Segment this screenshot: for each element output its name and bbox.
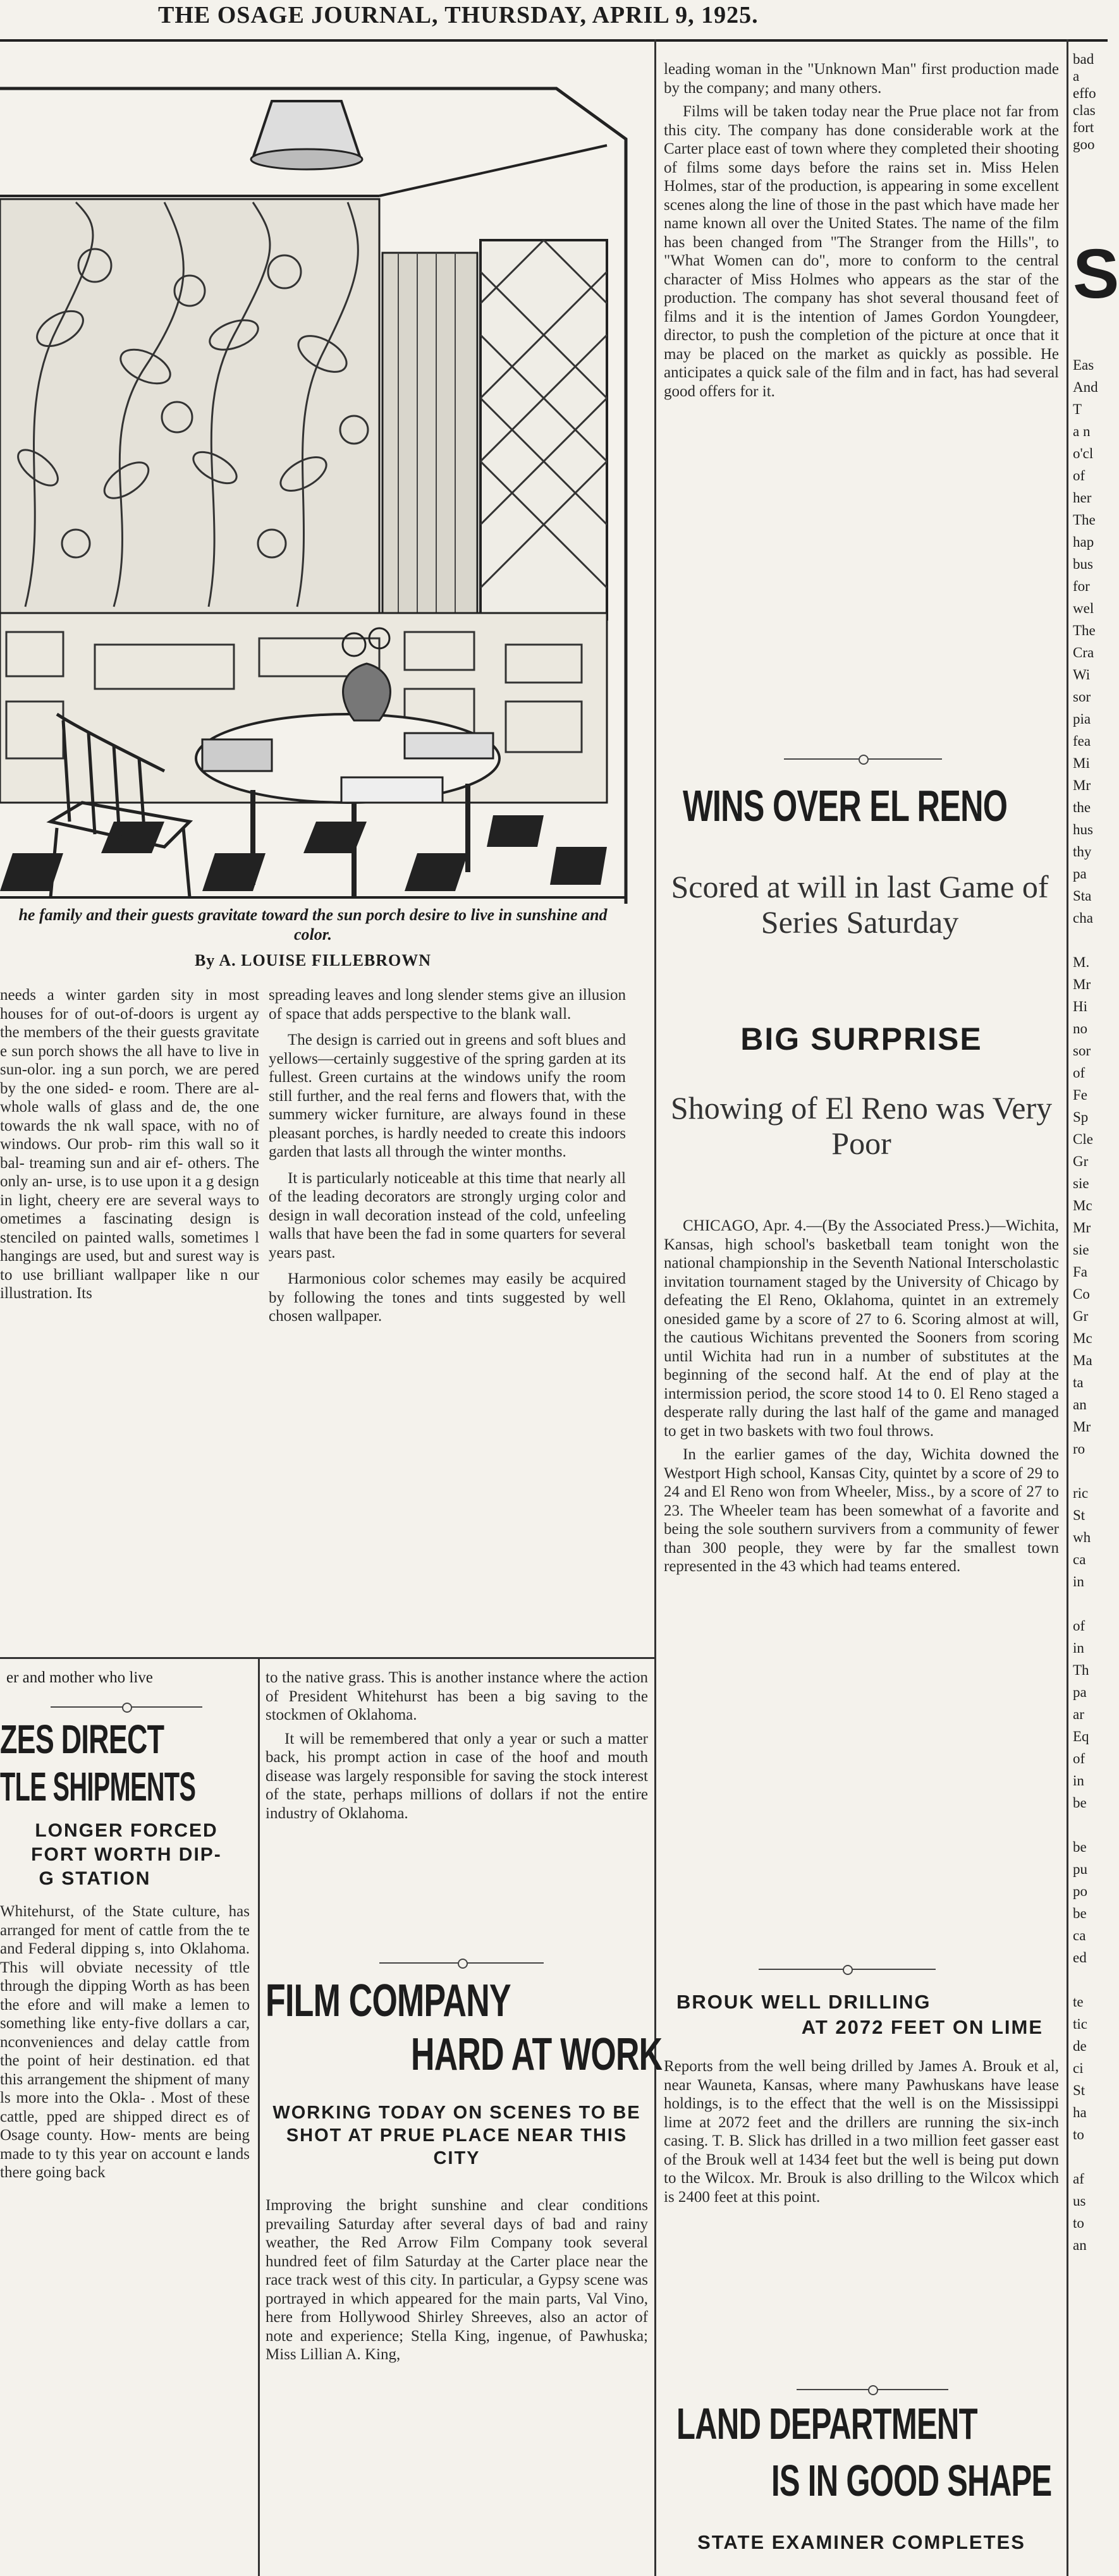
right-edge-line: in [1073,1773,1084,1789]
right-edge-line: M. [1073,954,1090,970]
cattle-body: Whitehurst, of the State culture, has arranged for ment of cattle from the te and Federal dipping s, into Oklahoma. This will obviate necessity of ttle through the dipping Worth as has been the efore and will make a lemen to something like enty-five dollars a car, nconveniences and delay cattle from the point of heir destination. ed that this arrangement the shipment of many ls more into the Okla- . Most of these cattle, pped are shipped direct es of Osage county. How- ments are being made to ty this year on account e lands there going back [0,1903,250,2181]
right-edge-line: of [1073,468,1085,483]
right-edge-line: wh [1073,1529,1091,1545]
right-edge-line: fort [1073,119,1094,135]
right-edge-line: Gr [1073,1153,1089,1169]
right-main-column [664,60,1059,2576]
brouk-body: Reports from the well being drilled by James A. Brouk et al, near Wauneta, Kansas, where many Pawhuskans have lease holdings, is to the effect that the well is on the Mississippi lime at 2072 feet and the drillers are running the six-inch casing. T. B. Slick has drilled in a two million feet gasser east of the Brouk well at 1434 feet but the well is being put down to the Wilcox. Mr. Brouk is also drilling to the Wilcox which is 2400 feet at this point. [664,2058,1059,2206]
sun-porch-col2-p4: Harmonious color schemes may easily be acquired by following the tones and tints suggested by well chosen wallpaper. [269,1270,626,1325]
right-edge-line: a n [1073,423,1091,439]
right-edge-line: be [1073,1839,1087,1855]
right-edge-line: Mc [1073,1198,1092,1213]
right-edge-line: Mr [1073,1220,1091,1236]
land-subhead: STATE EXAMINER COMPLETES [697,2531,1025,2553]
right-edge-line: Sp [1073,1109,1089,1125]
right-edge-line: St [1073,1507,1085,1523]
right-edge-line: hap [1073,534,1094,550]
sun-porch-col2-p3: It is particularly noticeable at this time that nearly all of the leading decorators are strongly urging color and design in wall decoration instead of the cold, unfeeling walls that have been the fad in some quarters for several years past. [269,1169,626,1261]
right-edge-line [1073,929,1098,951]
right-edge-line: of [1073,1751,1085,1766]
right-edge-line: ed [1073,1950,1087,1965]
right-edge-line: clas [1073,102,1096,118]
right-edge-line: sie [1073,1176,1089,1191]
right-edge-line: tic [1073,2016,1087,2032]
right-edge-line: Gr [1073,1308,1089,1324]
right-edge-line: bad [1073,51,1094,67]
right-edge-line: Th [1073,1662,1089,1678]
right-edge-line: for [1073,578,1090,594]
right-edge-top-lines [1073,51,1096,153]
right-edge-line: wel [1073,600,1094,616]
right-edge-line: be [1073,1905,1087,1921]
film-body: Improving the bright sunshine and clear conditions prevailing Saturday after several days of bad and rainy weather, the Red Arrow Film Company took several hundred feet of film Saturday at the Carter place near the race track west of this city. In particular, a Gypsy scene was portrayed in which appeared for the main parts, Val Vino, here from Hollywood Shirley Shreeves, also an actor of note and experience; Stella King, ingenue, of Pawhuska; Miss Lillian A. King, [266,2197,648,2363]
whitehurst-continuation [266,1668,648,1823]
right-edge-line: in [1073,1574,1084,1589]
film-cont-p2: Films will be taken today near the Prue place not far from this city. The company has done considerable work at the Carter place east of town where they completed their shooting of films some days before the rains set in. Miss Helen Holmes, star of the production, is appearing in some excellent scenes along the line of those in the past which have made her name known all over the United States. The name of the film has been changed from "The Stranger from the Hills", to "What Women can do", more to conform to the central character of Miss Holmes who appears as the star of the production. The company has shot several thousand feet of films and it is the intention of James Gordon Youngdeer, director, to push the completion of the picture at once that it may be placed on the market as quickly as possible. He anticipates a quick sale of the film and in fact, has had several good offers for it. [664,103,1059,400]
right-edge-line: pa [1073,1684,1087,1700]
right-edge-line: o'cl [1073,446,1094,461]
right-edge-line: The [1073,512,1096,528]
right-edge-line: of [1073,1618,1085,1634]
right-edge-big-letter: S [1073,235,1119,313]
film-headline-line1: FILM COMPANY [266,1976,511,2026]
right-edge-line: Sta [1073,888,1092,904]
column-rule-2 [1067,39,1068,2576]
right-edge-line: The [1073,623,1096,638]
cattle-subhead-line3: G STATION [39,1868,151,1889]
right-edge-line: to [1073,2127,1084,2142]
cattle-headline-line2: TLE SHIPMENTS [0,1764,196,1809]
right-edge-line: Mr [1073,777,1091,793]
cattle-lead-fragment: er and mother who live [6,1669,153,1686]
right-edge-line: Mr [1073,1419,1091,1435]
right-edge-line: Ma [1073,1352,1092,1368]
el-reno-divider-dot [859,755,869,765]
right-edge-line: ric [1073,1485,1089,1501]
el-reno-subhead: BIG SURPRISE [740,1021,982,1057]
masthead [0,0,1108,42]
right-edge-mid-lines [1073,354,1098,2256]
right-edge-line [1073,2146,1098,2168]
right-edge-line: Eas [1073,357,1094,373]
right-edge-line: po [1073,1883,1087,1899]
illustration-caption: he family and their guests gravitate toward the sun porch desire to live in sunshine and color. [18,906,608,944]
right-edge-line: fea [1073,733,1091,749]
right-edge-line: pa [1073,866,1087,882]
right-edge-line [1073,1593,1098,1615]
right-edge-line: Mi [1073,755,1090,771]
cattle-article [0,1668,253,2576]
right-edge-line: an [1073,1397,1087,1413]
land-divider-dot [868,2385,878,2395]
cattle-divider-dot [122,1703,132,1713]
right-edge-line: Mc [1073,1330,1092,1346]
right-edge-line: ca [1073,1928,1086,1943]
el-reno-headline: WINS OVER EL RENO [683,781,1008,830]
right-edge-line: us [1073,2193,1086,2209]
right-edge-line: goo [1073,137,1095,152]
masthead-title: THE OSAGE JOURNAL, THURSDAY, APRIL 9, 1925. [158,2,759,28]
right-edge-line: to [1073,2215,1084,2231]
sun-porch-illustration [0,63,626,904]
el-reno-p2: In the earlier games of the day, Wichita downed the Westport High school, Kansas City, quintet by a score of 29 to 24 and El Reno won from Wheeler, Miss., by a score of 27 to 23. The Wheeler team has been somewhat of a favorite and being the sole southern survivers from a community of fewer than 300 people, they were by far the smallest town represented in the 43 which had teams entered. [664,1446,1059,1575]
right-edge-line: cha [1073,910,1093,926]
right-edge-line: sie [1073,1242,1089,1258]
cattle-headline-line1: ZES DIRECT [0,1716,164,1762]
right-edge-line: ar [1073,1706,1084,1722]
whitehurst-cont-p2: It will be remembered that only a year or such a matter back, his prompt action in case of the hoof and mouth disease was largely responsible for saving the stock interest of the state, perhaps millions of dollars if not the entire industry of Oklahoma. [266,1730,648,1822]
right-edge-line: sor [1073,1043,1091,1059]
right-edge-line: a [1073,68,1080,84]
right-edge-line: T [1073,401,1082,417]
sun-porch-col2 [269,986,626,1624]
right-edge-line: bus [1073,556,1093,572]
right-edge-line: pia [1073,711,1091,727]
film-company-article [266,1668,663,2576]
right-edge-line: sor [1073,689,1091,705]
right-edge-line: Cra [1073,645,1094,660]
right-edge-column [1073,51,1119,2576]
cattle-subhead-line1: LONGER FORCED [35,1820,218,1841]
brouk-headline-line1: BROUK WELL DRILLING [676,1991,931,2013]
right-edge-line: ca [1073,1552,1086,1567]
right-edge-line: af [1073,2171,1084,2187]
film-divider-dot [458,1959,468,1969]
right-edge-line: And [1073,379,1098,395]
column-rule-1 [654,39,656,2576]
right-edge-line: Eq [1073,1728,1089,1744]
right-edge-line: pu [1073,1861,1087,1877]
right-edge-line: hus [1073,822,1093,837]
section-rule-lower [0,1657,654,1659]
el-reno-deck: Scored at will in last Game of Series Saturday [671,869,1049,940]
el-reno-deck2: Showing of El Reno was Very Poor [670,1090,1053,1161]
film-cont-p1: leading woman in the "Unknown Man" first production made by the company; and many others. [664,61,1059,97]
right-edge-line: of [1073,1065,1085,1081]
right-edge-line: St [1073,2082,1085,2098]
right-edge-line [1073,1969,1098,1991]
sun-porch-col2-p2: The design is carried out in greens and soft blues and yellows—certainly suggestive of the spring garden at its fullest. Green curtains at the windows unify the room still further, and the real ferns and flowers that, with the summery wicker furniture, are always found in these pleasant porches, is hardly needed to create this indoors garden that lasts all through the winter months. [269,1031,626,1160]
right-edge-line: Fa [1073,1264,1087,1280]
land-headline-line1: LAND DEPARTMENT [676,2399,977,2448]
right-edge-line [1073,1460,1098,1482]
right-edge-line: in [1073,1640,1084,1656]
right-edge-line: te [1073,1994,1084,2010]
right-edge-line: ci [1073,2060,1084,2076]
right-edge-line: ta [1073,1375,1084,1390]
right-edge-line: be [1073,1795,1087,1811]
right-edge-line: thy [1073,844,1092,860]
film-subhead: WORKING TODAY ON SCENES TO BE SHOT AT PRUE PLACE NEAR THIS CITY [272,2103,641,2168]
sun-porch-col1: needs a winter garden sity in most houses for of out-of-doors is urgent ay the members of the their guests gravitate e sun porch shows the all have to live in sun-olor. ing a sun porch, we are pered by the one sided- e room. There are al- whole walls of glass and de, the one towards the nk wall space, with no of windows. Our prob- rim this wall so it bal- treaming sun and air ef- others. The only an- urse, is to use upon it a g design in light, cheery ere are several ways to ometimes a fascinating design is stenciled on painted walls, sometimes l hangings are used, but and surest way is to use brilliant wallpaper like n our illustration. Its [0,987,259,1302]
cattle-subhead-line2: FORT WORTH DIP- [31,1844,222,1865]
right-edge-line: Fe [1073,1087,1087,1103]
right-edge-line: the [1073,799,1091,815]
sun-porch-byline: By A. LOUISE FILLEBROWN [194,951,432,969]
sun-porch-col2-p1: spreading leaves and long slender stems give an illusion of space that adds perspective to the blank wall. [269,987,626,1023]
right-edge-line: an [1073,2237,1087,2253]
right-edge-line: Wi [1073,667,1091,683]
right-edge-line: Cle [1073,1131,1093,1147]
right-edge-line: Co [1073,1286,1090,1302]
brouk-headline-line2: AT 2072 FEET ON LIME [801,2016,1043,2038]
column-rule-lower [258,1657,260,2576]
right-edge-line: Mr [1073,976,1091,992]
right-edge-line [1073,1814,1098,1836]
right-edge-line: ha [1073,2105,1087,2120]
whitehurst-cont-p1: to the native grass. This is another instance where the action of President Whitehurst has been a big saving to the stockmen of Oklahoma. [266,1669,648,1723]
right-edge-line: de [1073,2038,1087,2054]
land-headline-line2: IS IN GOOD SHAPE [771,2456,1052,2505]
el-reno-p1: CHICAGO, Apr. 4.—(By the Associated Press.)—Wichita, Kansas, high school's basketball team tonight won the national championship in the Seventh National Interscholastic invitation tournament staged by the University of Chicago by defeating the El Reno, Oklahoma, quintet in an extremely onesided game by a score of 27 to 6. Scoring almost at will, the cautious Wichitans prevented the Sooners from scoring until Wichita had run in a number of substitutes at the beginning of the second half. At the end of play at the intermission period, the score stood 14 to 0. El Reno staged a desperate rally during the last half of the game and managed to get in two baskets with two foul throws. [664,1217,1059,1440]
brouk-divider-dot [843,1965,853,1975]
right-edge-line: ro [1073,1441,1085,1457]
film-continuation [664,60,1059,401]
right-edge-line: her [1073,490,1092,506]
right-edge-line: effo [1073,85,1096,101]
right-edge-line: no [1073,1021,1087,1036]
right-edge-line: Hi [1073,999,1087,1014]
el-reno-body [664,1217,1059,1576]
film-headline-line2: HARD AT WORK [411,2029,663,2080]
